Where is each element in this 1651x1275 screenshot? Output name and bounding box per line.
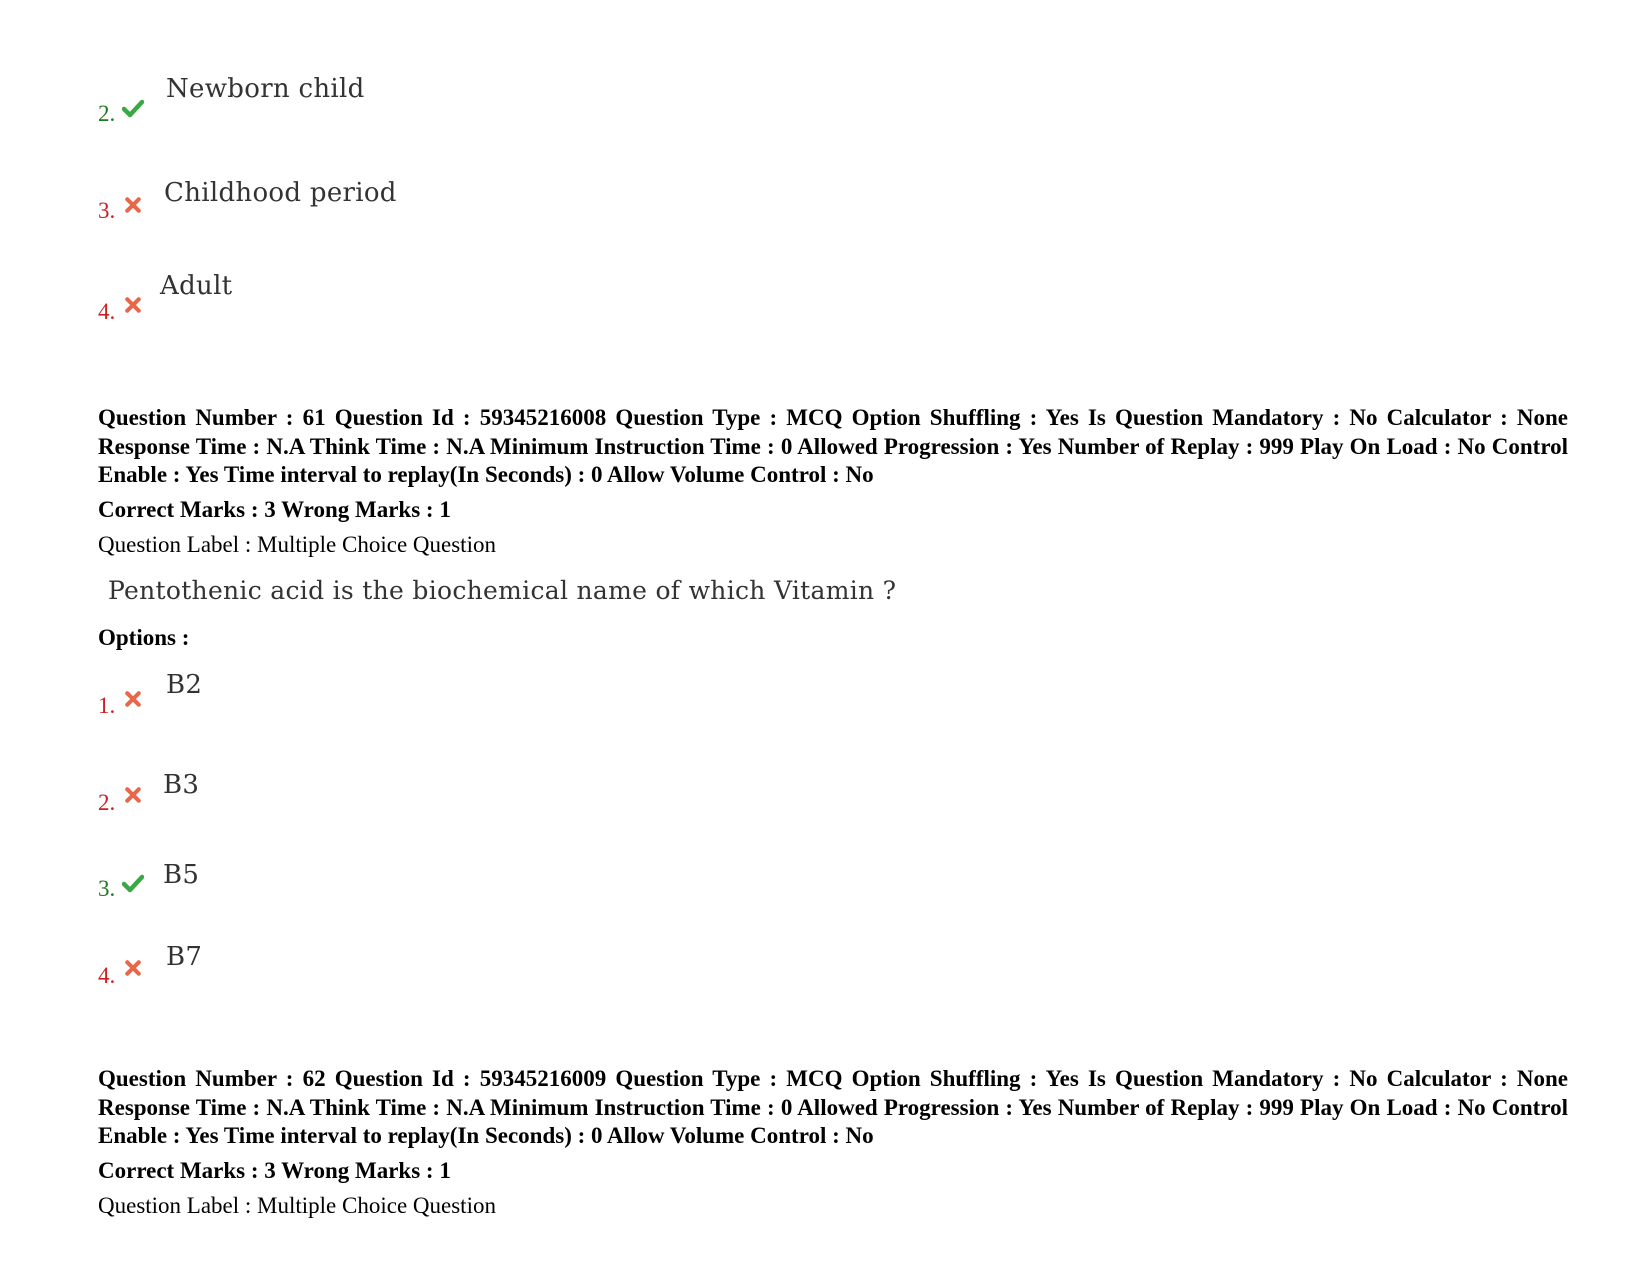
cross-icon <box>124 690 142 713</box>
option-number: 3. <box>98 198 116 223</box>
cross-icon <box>124 959 142 982</box>
options-heading: Options : <box>98 625 190 650</box>
question-meta: Question Number : 61 Question Id : 59345216008 Question Type : MCQ Option Shuffling : Yes Is Question Mandatory : No Calculator : None Response Time : N.A Think Time : N.A Minimum Instruction Time : 0 Allowed Progression : Yes Number of Replay : 999 Play On Load : No Control Enable : Yes Time interval to replay(In Seconds) : 0 Allow Volume Control : No <box>98 405 1568 487</box>
option-text: Adult <box>160 271 233 301</box>
option-text: Newborn child <box>166 74 365 104</box>
question-label: Question Label : Multiple Choice Question <box>98 532 496 557</box>
cross-icon <box>124 786 142 809</box>
option-text: B5 <box>163 860 200 890</box>
option-number: 2. <box>98 790 116 815</box>
question-meta: Question Number : 62 Question Id : 59345216009 Question Type : MCQ Option Shuffling : Yes Is Question Mandatory : No Calculator : None Response Time : N.A Think Time : N.A Minimum Instruction Time : 0 Allowed Progression : Yes Number of Replay : 999 Play On Load : No Control Enable : Yes Time interval to replay(In Seconds) : 0 Allow Volume Control : No <box>98 1066 1568 1148</box>
question-text: Pentothenic acid is the biochemical name of which Vitamin ? <box>108 576 897 605</box>
option-text: B7 <box>166 942 203 972</box>
option-number: 4. <box>98 963 116 988</box>
question-marks: Correct Marks : 3 Wrong Marks : 1 <box>98 1158 451 1183</box>
option-text: Childhood period <box>164 178 397 208</box>
option-text: B3 <box>163 770 200 800</box>
cross-icon <box>124 196 142 219</box>
option-text: B2 <box>166 670 203 700</box>
cross-icon <box>124 296 142 319</box>
question-label: Question Label : Multiple Choice Question <box>98 1193 496 1218</box>
option-number: 3. <box>98 876 116 901</box>
question-marks: Correct Marks : 3 Wrong Marks : 1 <box>98 497 451 522</box>
check-icon <box>122 872 144 899</box>
option-number: 4. <box>98 299 116 324</box>
check-icon <box>122 97 144 124</box>
option-number: 2. <box>98 101 116 126</box>
option-number: 1. <box>98 693 116 718</box>
